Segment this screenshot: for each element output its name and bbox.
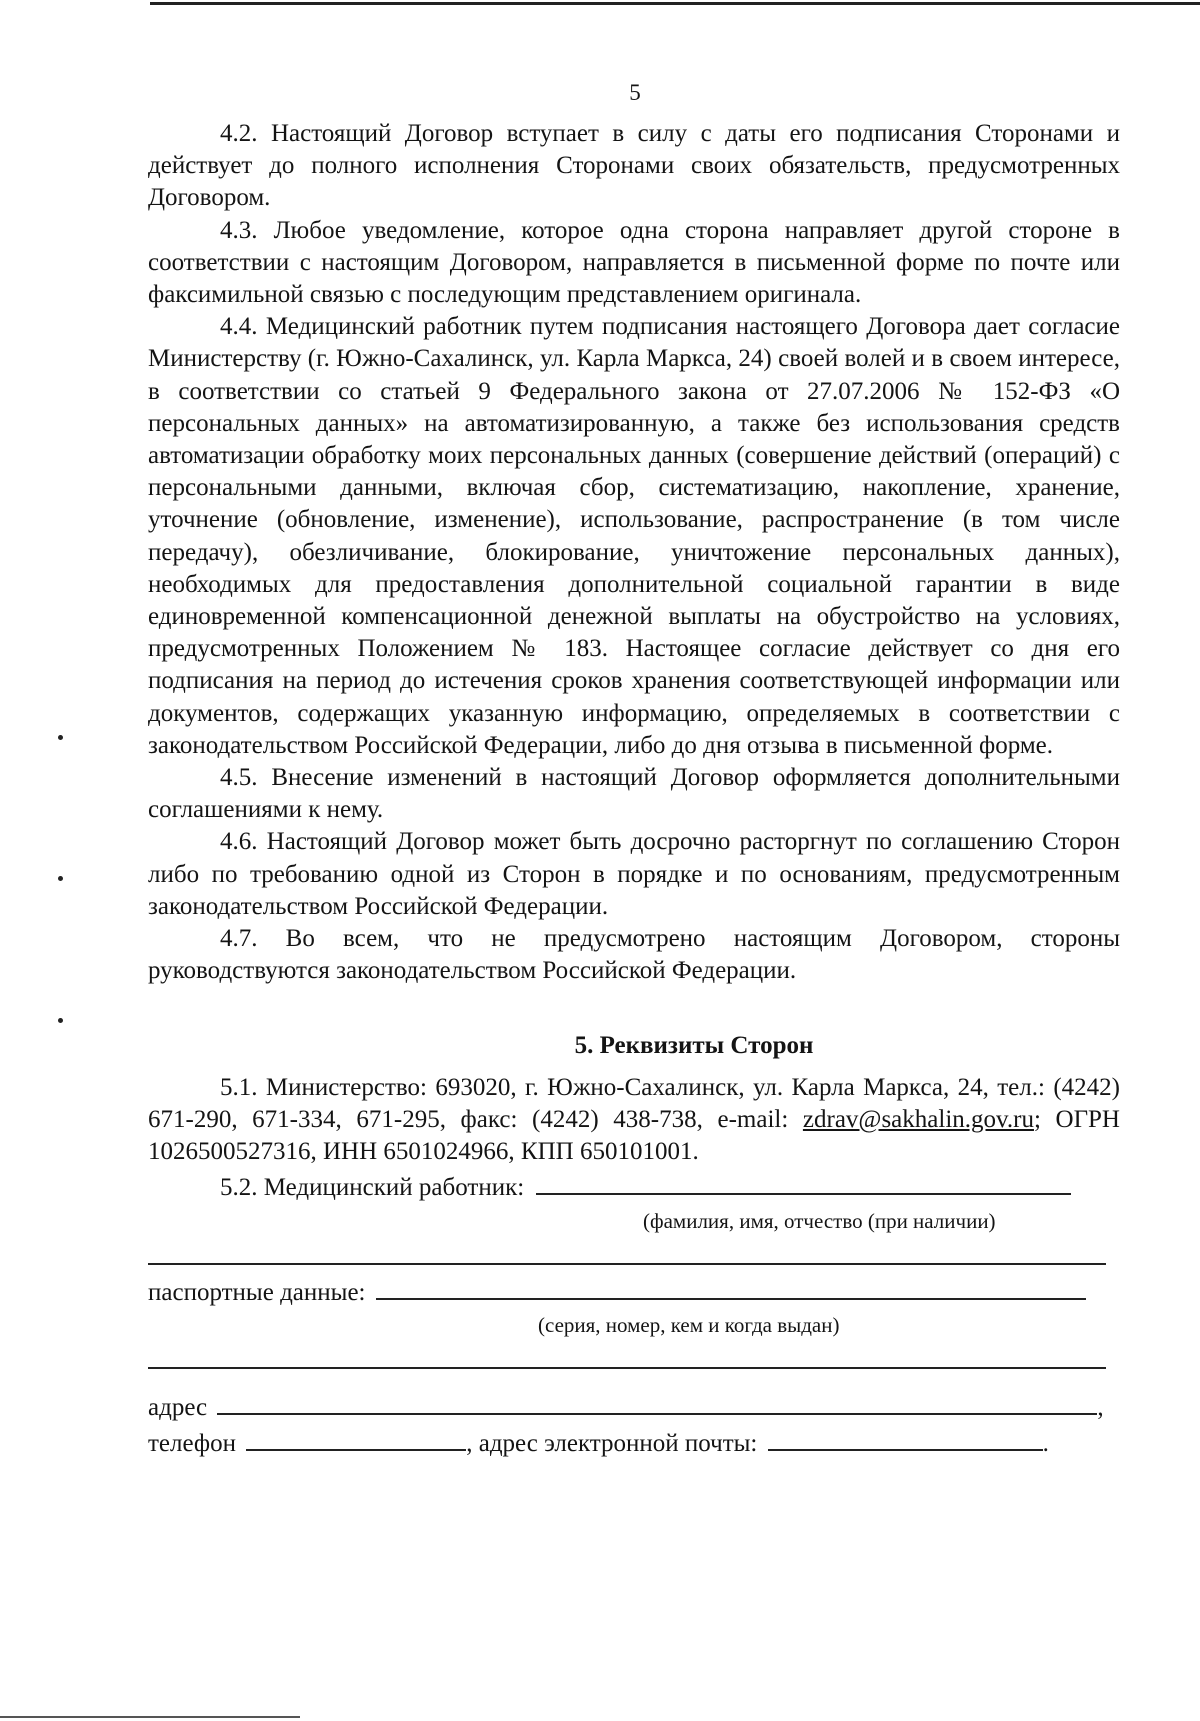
passport-caption: (серия, номер, кем и когда выдан) — [538, 1312, 840, 1337]
contact-row — [148, 1424, 1120, 1460]
email-field[interactable] — [768, 1424, 1043, 1451]
address-row — [148, 1388, 1120, 1424]
document-body — [148, 118, 1120, 1460]
section-title: 5. Реквизиты Сторон — [574, 1032, 814, 1060]
page-number: 5 — [629, 80, 641, 105]
scan-speck — [58, 1018, 63, 1023]
ministry-email-link[interactable]: zdrav@sakhalin.gov.ru — [802, 1105, 1034, 1133]
worker-label: 5.2. Медицинский работник: — [220, 1174, 525, 1202]
passport-continuation-field[interactable] — [148, 1337, 1106, 1369]
paragraph-4-4: 4.4. Медицинский работник путем подписания настоящего Договора дает согласие Министерству (г. Южно-Сахалинск, ул. Карла Маркса, 24) своей волей и в своем интересе, в соответствии со статьей 9 Федерального закона от 27.07.2006 № 152-ФЗ «О персональных данных» на автоматизированную, а также без использования средств автоматизации обработку моих персональных данных (совершение действий (операций) с персональными данными, включая сбор, систематизацию, накопление, хранение, уточнение (обновление, изменение), использование, распространение (в том числе передачу), обезличивание, блокирование, уничтожение персональных данных), необходимых для предоставления дополнительной социальной гарантии в виде единовременной компенсационной денежной выплаты на обустройство на условиях, предусмотренных Положением № 183. Настоящее согласие действует со дня его подписания на период до истечения сроков хранения соответствующей информации или документов, содержащих указанную информацию, определяемых в соответствии с законодательством Российской Федерации, либо до дня отзыва в письменной форме. — [148, 313, 1120, 759]
worker-name-field[interactable] — [536, 1168, 1071, 1195]
scan-top-rule — [150, 2, 1200, 5]
paragraph-4-7: 4.7. Во всем, что не предусмотрено настоящим Договором, стороны руководствуются законодательством Российской Федерации. — [148, 925, 1120, 985]
phone-label: телефон — [148, 1429, 236, 1457]
email-label: , адрес электронной почты: — [466, 1429, 758, 1457]
paragraph-4-5: 4.5. Внесение изменений в настоящий Договор оформляется дополнительными соглашениями к нему. — [148, 764, 1120, 824]
passport-field[interactable] — [376, 1273, 1086, 1300]
scan-speck — [58, 876, 63, 881]
address-comma: , — [1097, 1393, 1104, 1421]
address-field[interactable] — [217, 1388, 1097, 1415]
email-period: . — [1042, 1429, 1049, 1457]
address-label: адрес — [148, 1393, 208, 1421]
paragraph-4-6: 4.6. Настоящий Договор может быть досрочно расторгнут по соглашению Сторон либо по требованию одной из Сторон в порядке и по основаниям, предусмотренным законодательством Российской Федерации. — [148, 828, 1120, 920]
paragraph-4-3: 4.3. Любое уведомление, которое одна сторона направляет другой стороне в соответствии с настоящим Договором, направляется в письменной форме по почте или факсимильной связью с последующим представлением оригинала. — [148, 216, 1120, 309]
ministry-registration: ; ОГРН 1026500527316, ИНН 6501024966, КПП 650101001. — [148, 1105, 1120, 1166]
ministry-details: 5.1. Министерство: 693020, г. Южно-Сахалинск, ул. Карла Маркса, 24, тел.: (4242) 671-290, 671-334, 671-295, факс: (4242) 438-738, e-mail: — [148, 1073, 1120, 1133]
scan-bottom-rule — [0, 1716, 300, 1718]
phone-field[interactable] — [246, 1424, 466, 1451]
worker-row — [148, 1168, 1120, 1204]
scan-speck — [58, 735, 63, 740]
paragraph-5-1 — [148, 1072, 1120, 1169]
fio-caption: (фамилия, имя, отчество (при наличии) — [643, 1208, 996, 1233]
passport-label: паспортные данные: — [148, 1278, 366, 1306]
paragraph-4-2: 4.2. Настоящий Договор вступает в силу с даты его подписания Сторонами и действует до полного исполнения Сторонами своих обязательств, предусмотренных Договором. — [148, 120, 1120, 212]
passport-row — [148, 1273, 1120, 1309]
worker-name-continuation-field[interactable] — [148, 1233, 1106, 1265]
